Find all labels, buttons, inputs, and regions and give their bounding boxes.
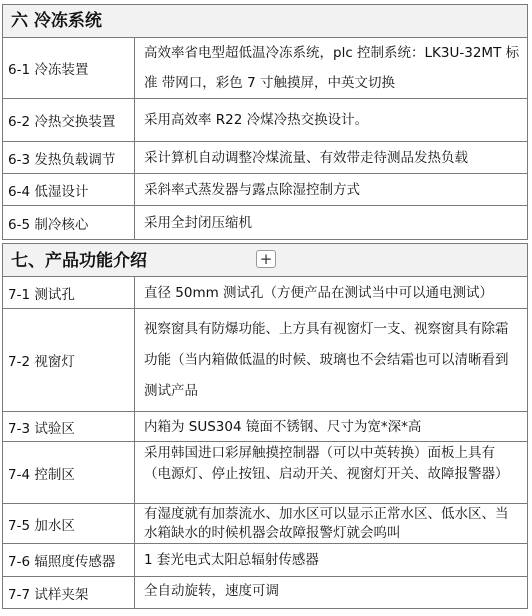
spec-row xyxy=(2,442,528,504)
spec-label: 7-4 控制区 xyxy=(3,442,135,503)
spec-row xyxy=(2,309,528,412)
spec-value: 采斜率式蒸发器与露点除湿控制方式 xyxy=(144,181,360,198)
spec-row xyxy=(2,277,528,309)
spec-label: 6-1 冷冻装置 xyxy=(3,38,135,98)
spec-value: 采用韩国进口彩屏触摸控制器（可以中英转换）面板上具有（电源灯、停止按钮、启动开关、视窗灯开关、故障报警器） xyxy=(144,445,509,482)
spec-label: 6-3 发热负载调节 xyxy=(3,142,135,173)
expand-button[interactable]: + xyxy=(256,250,276,268)
spec-row xyxy=(2,174,528,206)
section-title: 七、产品功能介绍 xyxy=(11,251,147,271)
spec-value: 1 套光电式太阳总辐射传感器 xyxy=(144,552,319,568)
spec-label: 6-4 低湿设计 xyxy=(3,174,135,205)
spec-label: 7-1 测试孔 xyxy=(3,277,135,308)
spec-value: 采计算机自动调整冷煤流量、有效带走待测品发热负载 xyxy=(144,149,468,166)
spec-label: 7-6 辐照度传感器 xyxy=(3,544,135,576)
spec-label: 6-2 冷热交换装置 xyxy=(3,99,135,141)
spec-value: 内箱为 SUS304 镜面不锈钢、尺寸为宽*深*高 xyxy=(144,418,422,435)
spec-value: 视察窗具有防爆功能、上方具有视窗灯一支、视察窗具有除霜功能（当内箱做低温的时候、玻璃也不会结霜也可以清晰看到测试产品 xyxy=(144,320,509,399)
spec-value: 直径 50mm 测试孔（方便产品在测试当中可以通电测试） xyxy=(144,284,494,301)
spec-row xyxy=(2,544,528,577)
spec-label: 7-2 视窗灯 xyxy=(3,309,135,411)
section-title: 六 冷冻系统 xyxy=(11,11,102,31)
spec-value: 采用高效率 R22 冷煤冷热交换设计。 xyxy=(144,112,369,128)
spec-row xyxy=(2,504,528,544)
spec-value: 高效率省电型超低温冷冻系统，plc 控制系统：LK3U-32MT 标准 带网口，彩色 7 寸触摸屏，中英文切换 xyxy=(144,45,520,91)
spec-row xyxy=(2,577,528,609)
spec-row xyxy=(2,99,528,142)
spec-value: 采用全封闭压缩机 xyxy=(144,214,252,231)
spec-label: 7-5 加水区 xyxy=(3,504,135,543)
spec-row xyxy=(2,38,528,99)
spec-value: 全自动旋转，速度可调 xyxy=(144,583,279,599)
spec-value: 有湿度就有加萘流水、加水区可以显示正常水区、低水区、当水箱缺水的时候机器会故障报警灯就会呜叫 xyxy=(144,505,509,541)
spec-label: 6-5 制冷核心 xyxy=(3,206,135,239)
spec-row xyxy=(2,412,528,442)
spec-row xyxy=(2,142,528,174)
spec-row xyxy=(2,206,528,240)
spec-label: 7-7 试样夹架 xyxy=(3,577,135,608)
spec-label: 7-3 试验区 xyxy=(3,412,135,441)
section-header-refrigeration xyxy=(2,4,528,38)
